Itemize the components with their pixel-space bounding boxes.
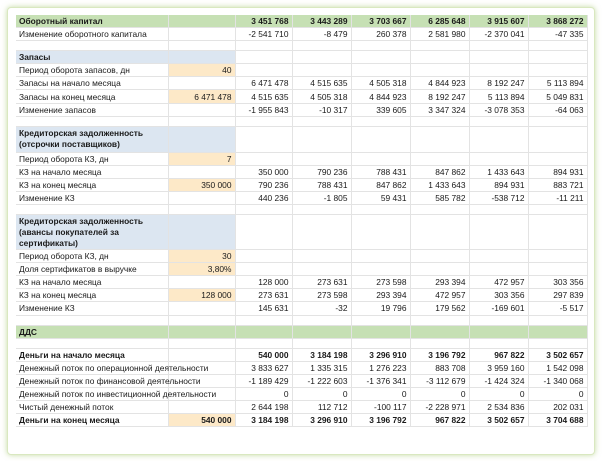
value-cell[interactable]: 0 <box>292 387 351 400</box>
input-cell[interactable]: 540 000 <box>168 414 235 427</box>
value-cell[interactable]: 3 502 657 <box>469 414 528 427</box>
row-label-cell[interactable] <box>16 315 168 325</box>
value-cell[interactable]: -32 <box>292 302 351 315</box>
value-cell[interactable]: -100 117 <box>351 400 410 413</box>
row-label-cell[interactable]: КЗ на начало месяца <box>16 276 168 289</box>
value-cell[interactable] <box>469 41 528 51</box>
value-cell[interactable] <box>410 51 469 64</box>
value-cell[interactable]: 3 833 627 <box>235 361 292 374</box>
input-cell[interactable] <box>168 51 235 64</box>
value-cell[interactable] <box>410 250 469 263</box>
value-cell[interactable] <box>235 315 292 325</box>
table-row <box>16 165 587 178</box>
row-label-cell[interactable]: ДДС <box>16 325 168 338</box>
value-cell[interactable]: 967 822 <box>469 348 528 361</box>
value-cell[interactable]: -2 541 710 <box>235 28 292 41</box>
table-row <box>16 414 587 427</box>
value-cell[interactable]: 5 113 894 <box>528 77 587 90</box>
value-cell[interactable]: 3 704 688 <box>528 414 587 427</box>
value-cell[interactable] <box>528 41 587 51</box>
input-cell[interactable] <box>168 116 235 126</box>
table-row <box>16 41 587 51</box>
value-cell[interactable]: 3 959 160 <box>469 361 528 374</box>
table-row <box>16 64 587 77</box>
value-cell[interactable] <box>351 263 410 276</box>
row-label-cell[interactable]: Период оборота запасов, дн <box>16 64 168 77</box>
value-cell[interactable] <box>410 116 469 126</box>
row-label-cell[interactable] <box>16 338 168 348</box>
value-cell[interactable] <box>351 250 410 263</box>
value-cell[interactable]: -1 189 429 <box>235 374 292 387</box>
value-cell[interactable] <box>292 250 351 263</box>
value-cell[interactable] <box>351 152 410 165</box>
value-cell[interactable] <box>351 51 410 64</box>
value-cell[interactable] <box>528 338 587 348</box>
table-row <box>16 302 587 315</box>
input-cell[interactable] <box>168 325 235 338</box>
value-cell[interactable] <box>292 41 351 51</box>
value-cell[interactable] <box>235 126 292 152</box>
value-cell[interactable] <box>410 205 469 215</box>
value-cell[interactable]: 3 347 324 <box>410 103 469 116</box>
value-cell[interactable]: 4 844 923 <box>410 77 469 90</box>
value-cell[interactable]: 3 184 198 <box>235 414 292 427</box>
row-label-cell[interactable]: Денежный поток по финансовой деятельности <box>16 374 168 387</box>
value-cell[interactable]: 8 192 247 <box>469 77 528 90</box>
table-row <box>16 400 587 413</box>
value-cell[interactable]: 788 431 <box>292 178 351 191</box>
value-cell[interactable]: 3 184 198 <box>292 348 351 361</box>
value-cell[interactable]: 4 505 318 <box>292 90 351 103</box>
table-row <box>16 361 587 374</box>
value-cell[interactable] <box>528 64 587 77</box>
value-cell[interactable]: 472 957 <box>469 276 528 289</box>
value-cell[interactable] <box>528 51 587 64</box>
value-cell[interactable] <box>292 205 351 215</box>
row-label-cell[interactable]: Запасы на начало месяца <box>16 77 168 90</box>
value-cell[interactable]: 59 431 <box>351 191 410 204</box>
input-cell[interactable]: 128 000 <box>168 289 235 302</box>
value-cell[interactable] <box>469 152 528 165</box>
value-cell[interactable]: -1 805 <box>292 191 351 204</box>
row-label-cell[interactable]: Денежный поток по операционной деятельности <box>16 361 168 374</box>
value-cell[interactable]: 883 708 <box>410 361 469 374</box>
value-cell[interactable]: 3 296 910 <box>292 414 351 427</box>
value-cell[interactable]: 293 394 <box>351 289 410 302</box>
value-cell[interactable] <box>528 152 587 165</box>
value-cell[interactable] <box>410 215 469 250</box>
spreadsheet-table <box>16 15 588 427</box>
input-cell[interactable]: 40 <box>168 64 235 77</box>
input-cell[interactable] <box>168 126 235 152</box>
value-cell[interactable] <box>235 215 292 250</box>
value-cell[interactable]: 6 471 478 <box>235 77 292 90</box>
table-row <box>16 215 587 250</box>
value-cell[interactable] <box>235 64 292 77</box>
input-cell[interactable] <box>168 28 235 41</box>
value-cell[interactable] <box>469 205 528 215</box>
value-cell[interactable]: 1 433 643 <box>469 165 528 178</box>
value-cell[interactable] <box>528 250 587 263</box>
value-cell[interactable] <box>469 263 528 276</box>
input-cell[interactable] <box>168 41 235 51</box>
value-cell[interactable]: 273 598 <box>292 289 351 302</box>
value-cell[interactable] <box>292 215 351 250</box>
table-row <box>16 205 587 215</box>
row-label-cell[interactable]: КЗ на начало месяца <box>16 165 168 178</box>
value-cell[interactable]: 2 534 836 <box>469 400 528 413</box>
value-cell[interactable]: -10 317 <box>292 103 351 116</box>
value-cell[interactable] <box>410 41 469 51</box>
value-cell[interactable]: 0 <box>528 387 587 400</box>
value-cell[interactable]: 1 542 098 <box>528 361 587 374</box>
value-cell[interactable] <box>292 338 351 348</box>
input-cell[interactable] <box>168 400 235 413</box>
row-label-cell[interactable]: Период оборота КЗ, дн <box>16 152 168 165</box>
value-cell[interactable]: -1 424 324 <box>469 374 528 387</box>
value-cell[interactable]: 0 <box>351 387 410 400</box>
row-label-cell[interactable]: Деньги на конец месяца <box>16 414 168 427</box>
value-cell[interactable]: 8 192 247 <box>410 90 469 103</box>
value-cell[interactable] <box>469 126 528 152</box>
value-cell[interactable]: 273 631 <box>235 289 292 302</box>
value-cell[interactable]: 472 957 <box>410 289 469 302</box>
input-cell[interactable] <box>168 191 235 204</box>
table-row <box>16 77 587 90</box>
input-cell[interactable] <box>168 103 235 116</box>
table-row <box>16 289 587 302</box>
table-row <box>16 116 587 126</box>
value-cell[interactable]: 339 605 <box>351 103 410 116</box>
value-cell[interactable] <box>410 325 469 338</box>
value-cell[interactable] <box>469 250 528 263</box>
row-label-cell[interactable] <box>16 205 168 215</box>
value-cell[interactable] <box>292 51 351 64</box>
input-cell[interactable] <box>168 77 235 90</box>
value-cell[interactable]: 202 031 <box>528 400 587 413</box>
value-cell[interactable]: 303 356 <box>528 276 587 289</box>
value-cell[interactable] <box>410 338 469 348</box>
value-cell[interactable] <box>410 126 469 152</box>
row-label-cell[interactable]: Изменение КЗ <box>16 302 168 315</box>
row-label-cell[interactable]: Кредиторская задолженность (авансы покупателей за сертификаты) <box>16 215 168 250</box>
value-cell[interactable]: 0 <box>410 387 469 400</box>
value-cell[interactable]: 293 394 <box>410 276 469 289</box>
value-cell[interactable]: 788 431 <box>351 165 410 178</box>
row-label-cell[interactable]: Чистый денежный поток <box>16 400 168 413</box>
value-cell[interactable] <box>235 250 292 263</box>
input-cell[interactable]: 6 471 478 <box>168 90 235 103</box>
value-cell[interactable] <box>410 152 469 165</box>
row-label-cell[interactable]: Оборотный капитал <box>16 15 168 28</box>
value-cell[interactable]: 847 862 <box>351 178 410 191</box>
value-cell[interactable]: 790 236 <box>292 165 351 178</box>
value-cell[interactable] <box>235 338 292 348</box>
input-cell[interactable]: 7 <box>168 152 235 165</box>
value-cell[interactable]: 3 196 792 <box>351 414 410 427</box>
value-cell[interactable] <box>292 152 351 165</box>
value-cell[interactable] <box>469 325 528 338</box>
value-cell[interactable] <box>351 338 410 348</box>
input-cell[interactable] <box>168 302 235 315</box>
value-cell[interactable] <box>469 51 528 64</box>
input-cell[interactable] <box>168 276 235 289</box>
value-cell[interactable]: 0 <box>469 387 528 400</box>
input-cell[interactable] <box>168 165 235 178</box>
value-cell[interactable]: 5 049 831 <box>528 90 587 103</box>
value-cell[interactable] <box>410 263 469 276</box>
value-cell[interactable] <box>410 64 469 77</box>
value-cell[interactable] <box>351 64 410 77</box>
value-cell[interactable]: -538 712 <box>469 191 528 204</box>
value-cell[interactable]: 440 236 <box>235 191 292 204</box>
value-cell[interactable]: -1 222 603 <box>292 374 351 387</box>
value-cell[interactable]: -8 479 <box>292 28 351 41</box>
table-row <box>16 28 587 41</box>
table-row <box>16 348 587 361</box>
value-cell[interactable]: -1 340 068 <box>528 374 587 387</box>
value-cell[interactable]: 1 335 315 <box>292 361 351 374</box>
value-cell[interactable]: 128 000 <box>235 276 292 289</box>
value-cell[interactable]: -1 955 843 <box>235 103 292 116</box>
spreadsheet-body <box>16 15 587 427</box>
table-row <box>16 387 587 400</box>
value-cell[interactable] <box>292 64 351 77</box>
table-row <box>16 90 587 103</box>
value-cell[interactable]: 273 598 <box>351 276 410 289</box>
value-cell[interactable]: 3 196 792 <box>410 348 469 361</box>
value-cell[interactable]: 112 712 <box>292 400 351 413</box>
value-cell[interactable] <box>292 315 351 325</box>
value-cell[interactable]: 883 721 <box>528 178 587 191</box>
value-cell[interactable]: 540 000 <box>235 348 292 361</box>
value-cell[interactable]: 4 505 318 <box>351 77 410 90</box>
value-cell[interactable] <box>528 263 587 276</box>
value-cell[interactable]: -11 211 <box>528 191 587 204</box>
row-label-cell[interactable]: Доля сертификатов в выручке <box>16 263 168 276</box>
value-cell[interactable]: -2 370 041 <box>469 28 528 41</box>
value-cell[interactable] <box>528 315 587 325</box>
value-cell[interactable]: -3 112 679 <box>410 374 469 387</box>
value-cell[interactable]: 1 276 223 <box>351 361 410 374</box>
value-cell[interactable] <box>410 315 469 325</box>
value-cell[interactable] <box>469 116 528 126</box>
table-row <box>16 374 587 387</box>
row-label-cell[interactable] <box>16 41 168 51</box>
table-row <box>16 126 587 152</box>
input-cell[interactable] <box>168 348 235 361</box>
value-cell[interactable] <box>292 116 351 126</box>
value-cell[interactable] <box>469 338 528 348</box>
value-cell[interactable]: 260 378 <box>351 28 410 41</box>
value-cell[interactable]: 3 451 768 <box>235 15 292 28</box>
value-cell[interactable] <box>292 325 351 338</box>
value-cell[interactable] <box>528 116 587 126</box>
value-cell[interactable] <box>235 152 292 165</box>
value-cell[interactable]: 0 <box>235 387 292 400</box>
row-label-cell[interactable]: Период оборота КЗ, дн <box>16 250 168 263</box>
value-cell[interactable]: 145 631 <box>235 302 292 315</box>
table-row <box>16 276 587 289</box>
value-cell[interactable]: -64 063 <box>528 103 587 116</box>
table-row <box>16 51 587 64</box>
value-cell[interactable] <box>469 315 528 325</box>
value-cell[interactable] <box>351 215 410 250</box>
input-cell[interactable] <box>168 205 235 215</box>
value-cell[interactable]: 303 356 <box>469 289 528 302</box>
value-cell[interactable] <box>235 116 292 126</box>
row-label-cell[interactable]: Изменение оборотного капитала <box>16 28 168 41</box>
value-cell[interactable] <box>351 205 410 215</box>
value-cell[interactable] <box>528 205 587 215</box>
value-cell[interactable]: 1 433 643 <box>410 178 469 191</box>
value-cell[interactable] <box>528 215 587 250</box>
input-cell[interactable] <box>168 215 235 250</box>
value-cell[interactable]: 967 822 <box>410 414 469 427</box>
value-cell[interactable]: 3 868 272 <box>528 15 587 28</box>
value-cell[interactable] <box>528 325 587 338</box>
value-cell[interactable]: 5 113 894 <box>469 90 528 103</box>
value-cell[interactable] <box>235 205 292 215</box>
value-cell[interactable] <box>235 51 292 64</box>
row-label-cell[interactable]: Деньги на начало месяца <box>16 348 168 361</box>
row-label-cell[interactable]: Запасы на конец месяца <box>16 90 168 103</box>
spreadsheet-frame <box>7 7 595 455</box>
value-cell[interactable]: 297 839 <box>528 289 587 302</box>
input-cell[interactable] <box>168 315 235 325</box>
row-label-cell[interactable]: КЗ на конец месяца <box>16 289 168 302</box>
table-row <box>16 338 587 348</box>
value-cell[interactable]: 2 581 980 <box>410 28 469 41</box>
value-cell[interactable]: 3 296 910 <box>351 348 410 361</box>
value-cell[interactable]: 847 862 <box>410 165 469 178</box>
table-row <box>16 178 587 191</box>
input-cell[interactable]: 350 000 <box>168 178 235 191</box>
value-cell[interactable]: -169 601 <box>469 302 528 315</box>
value-cell[interactable] <box>292 126 351 152</box>
value-cell[interactable]: 3 443 289 <box>292 15 351 28</box>
row-label-cell[interactable]: Денежный поток по инвестиционной деятельности <box>16 387 168 400</box>
table-row <box>16 103 587 116</box>
table-row <box>16 315 587 325</box>
table-row <box>16 191 587 204</box>
value-cell[interactable] <box>351 325 410 338</box>
value-cell[interactable]: 6 285 648 <box>410 15 469 28</box>
value-cell[interactable]: 4 844 923 <box>351 90 410 103</box>
value-cell[interactable] <box>235 263 292 276</box>
row-label-cell[interactable]: Изменение КЗ <box>16 191 168 204</box>
value-cell[interactable]: 179 562 <box>410 302 469 315</box>
input-cell[interactable] <box>168 338 235 348</box>
input-cell[interactable]: 3,80% <box>168 263 235 276</box>
value-cell[interactable]: 2 644 198 <box>235 400 292 413</box>
value-cell[interactable]: 350 000 <box>235 165 292 178</box>
value-cell[interactable] <box>235 41 292 51</box>
value-cell[interactable] <box>528 126 587 152</box>
table-row <box>16 15 587 28</box>
value-cell[interactable]: 4 515 635 <box>235 90 292 103</box>
row-label-cell[interactable]: Кредиторская задолженность (отсрочки поставщиков) <box>16 126 168 152</box>
value-cell[interactable]: 790 236 <box>235 178 292 191</box>
value-cell[interactable]: -1 376 341 <box>351 374 410 387</box>
row-label-cell[interactable] <box>16 116 168 126</box>
value-cell[interactable]: 3 502 657 <box>528 348 587 361</box>
value-cell[interactable] <box>351 116 410 126</box>
table-row <box>16 250 587 263</box>
value-cell[interactable]: 585 782 <box>410 191 469 204</box>
table-row <box>16 152 587 165</box>
value-cell[interactable]: 3 915 607 <box>469 15 528 28</box>
value-cell[interactable]: 894 931 <box>469 178 528 191</box>
row-label-cell[interactable]: Запасы <box>16 51 168 64</box>
value-cell[interactable] <box>351 315 410 325</box>
value-cell[interactable]: 4 515 635 <box>292 77 351 90</box>
value-cell[interactable]: 3 703 667 <box>351 15 410 28</box>
input-cell[interactable]: 30 <box>168 250 235 263</box>
value-cell[interactable]: -5 517 <box>528 302 587 315</box>
table-row <box>16 263 587 276</box>
value-cell[interactable]: -47 335 <box>528 28 587 41</box>
value-cell[interactable] <box>292 263 351 276</box>
value-cell[interactable]: -3 078 353 <box>469 103 528 116</box>
value-cell[interactable] <box>469 215 528 250</box>
table-row <box>16 325 587 338</box>
row-label-cell[interactable]: КЗ на конец месяца <box>16 178 168 191</box>
value-cell[interactable]: 273 631 <box>292 276 351 289</box>
value-cell[interactable]: -2 228 971 <box>410 400 469 413</box>
value-cell[interactable] <box>351 41 410 51</box>
value-cell[interactable]: 894 931 <box>528 165 587 178</box>
value-cell[interactable] <box>469 64 528 77</box>
value-cell[interactable] <box>235 325 292 338</box>
input-cell[interactable] <box>168 15 235 28</box>
value-cell[interactable]: 19 796 <box>351 302 410 315</box>
value-cell[interactable] <box>351 126 410 152</box>
row-label-cell[interactable]: Изменение запасов <box>16 103 168 116</box>
